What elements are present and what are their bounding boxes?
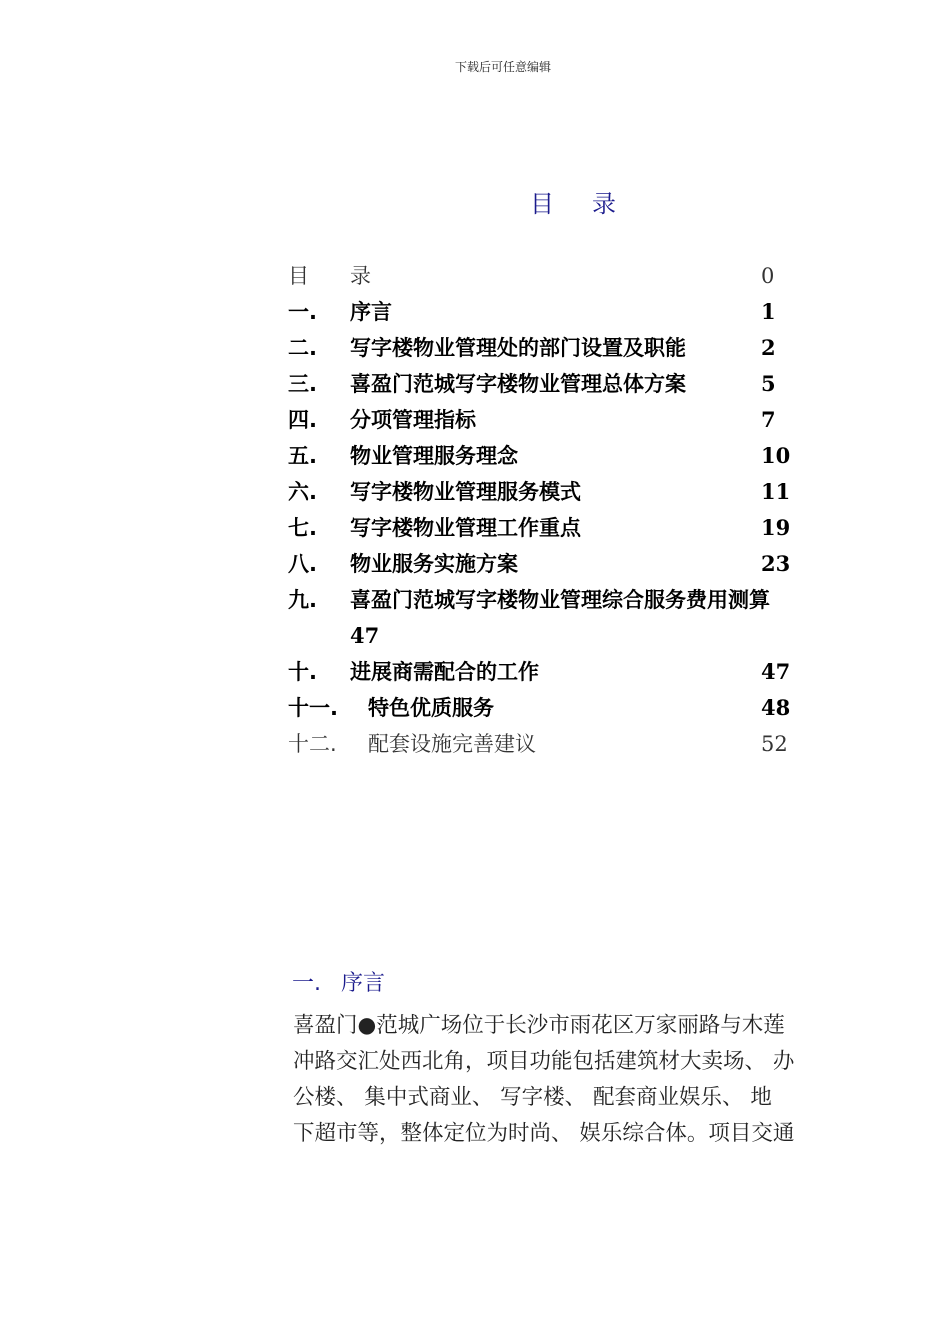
toc-entry-label: 配套设施完善建议 <box>368 732 536 756</box>
toc-entry-page: 19 <box>761 515 791 540</box>
toc-title-part-2: 录 <box>592 190 616 218</box>
toc-entry-num: 目 <box>288 264 309 288</box>
toc-entry-num: 二. <box>288 336 317 360</box>
toc-entry-page: 10 <box>761 443 791 468</box>
toc-entry-page: 48 <box>761 695 791 720</box>
intro-line: 冲路交汇处西北角，项目功能包括建筑材大卖场、 办 <box>293 1049 795 1074</box>
toc-entry-page: 7 <box>761 407 776 432</box>
toc-entry-label: 分项管理指标 <box>350 408 476 432</box>
toc-entry[interactable] <box>288 474 848 510</box>
toc-entry-num: 七. <box>288 516 317 540</box>
toc-entry-num: 十二. <box>288 732 337 756</box>
toc-entry[interactable] <box>288 438 848 474</box>
toc-entry-num: 四. <box>288 408 317 432</box>
intro-paragraph <box>293 1008 853 1152</box>
toc-entry-num: 十一. <box>288 696 338 720</box>
toc-entry[interactable] <box>288 582 848 618</box>
toc-entry-num: 八. <box>288 552 317 576</box>
toc-entry-page: 23 <box>761 551 791 576</box>
toc-entry[interactable] <box>288 366 848 402</box>
toc-entry-label: 录 <box>350 264 371 288</box>
toc-entry-label: 喜盈门范城写字楼物业管理综合服务费用测算 <box>350 588 770 612</box>
toc-entry-page: 2 <box>761 335 776 360</box>
toc-entry-num: 十. <box>288 660 317 684</box>
intro-line: 公楼、 集中式商业、 写字楼、 配套商业娱乐、 地 <box>293 1085 772 1110</box>
toc-entry[interactable] <box>288 690 848 726</box>
toc-entry-label: 序言 <box>350 300 392 324</box>
toc-entry[interactable] <box>288 726 848 762</box>
section-number: 一. <box>292 971 321 996</box>
toc-entry-label: 物业服务实施方案 <box>350 552 518 576</box>
toc-entry-label: 喜盈门范城写字楼物业管理总体方案 <box>350 372 686 396</box>
toc-entry-num: 九. <box>288 588 317 612</box>
toc-entry-num: 六. <box>288 480 317 504</box>
toc-entry-num: 五. <box>288 444 317 468</box>
toc-entry-label: 物业管理服务理念 <box>350 444 518 468</box>
toc-entry[interactable] <box>288 402 848 438</box>
toc-entry-label: 写字楼物业管理处的部门设置及职能 <box>350 336 686 360</box>
toc-entry[interactable] <box>288 654 848 690</box>
toc-entry[interactable] <box>288 258 848 294</box>
toc-entry-page: 47 <box>350 623 380 648</box>
page-header-note: 下载后可任意编辑 <box>454 60 551 74</box>
toc-entry-page: 52 <box>761 732 788 756</box>
toc-entry-page: 5 <box>761 371 776 396</box>
toc-entry-page: 11 <box>761 479 791 504</box>
toc-entry-label: 特色优质服务 <box>368 696 494 720</box>
toc-title-part-1: 目 <box>530 190 554 218</box>
toc-entry-page: 47 <box>761 659 791 684</box>
toc-entry-label: 进展商需配合的工作 <box>350 660 539 684</box>
toc-entry[interactable] <box>288 546 848 582</box>
section-title: 序言 <box>341 971 386 996</box>
intro-line: 喜盈门●范城广场位于长沙市雨花区万家丽路与木莲 <box>293 1013 785 1038</box>
table-of-contents <box>288 258 848 762</box>
toc-entry-num: 一. <box>288 300 317 324</box>
toc-entry[interactable] <box>288 510 848 546</box>
toc-entry-label: 写字楼物业管理服务模式 <box>350 480 581 504</box>
toc-entry-page: 0 <box>761 264 775 288</box>
toc-entry-num: 三. <box>288 372 317 396</box>
section-heading <box>292 966 385 997</box>
toc-entry-page: 1 <box>761 299 776 324</box>
intro-line: 下超市等，整体定位为时尚、 娱乐综合体。项目交通 <box>293 1121 795 1146</box>
toc-entry-label: 写字楼物业管理工作重点 <box>350 516 581 540</box>
toc-title <box>530 184 616 219</box>
toc-entry[interactable] <box>288 618 848 654</box>
toc-entry[interactable] <box>288 330 848 366</box>
toc-entry[interactable] <box>288 294 848 330</box>
